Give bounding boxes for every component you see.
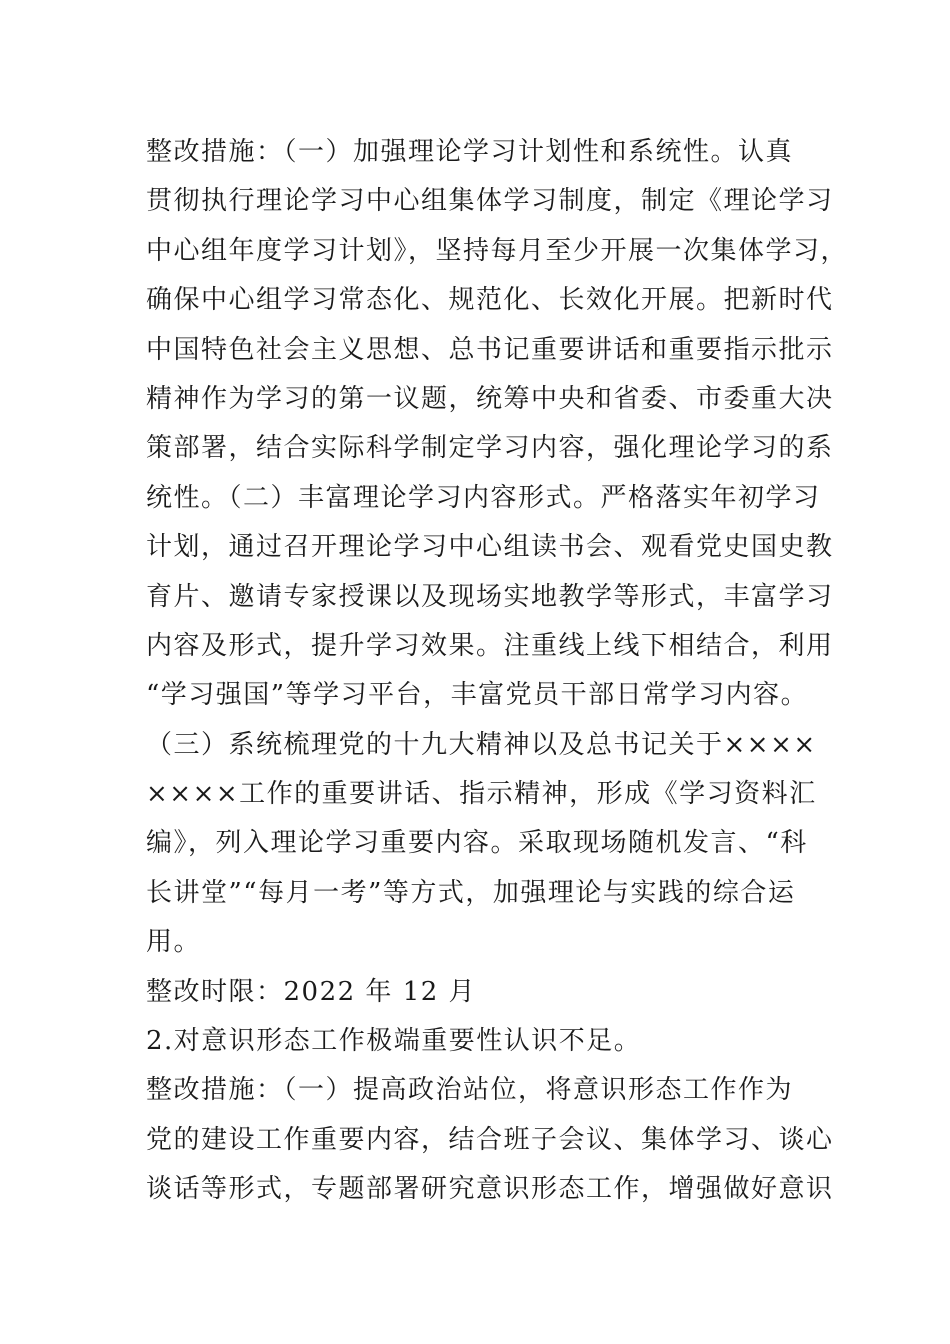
section-heading: 2.对意识形态工作极端重要性认识不足。 (146, 1026, 642, 1057)
text-line: 策部署，结合实际科学制定学习内容，强化理论学习的系 (146, 433, 834, 464)
text-line: 长讲堂”“每月一考”等方式，加强理论与实践的综合运 (146, 877, 796, 908)
text-line: 中国特色社会主义思想、总书记重要讲话和重要指示批示 (146, 334, 834, 365)
text-line: 内容及形式，提升学习效果。注重线上线下相结合，利用 (146, 630, 834, 661)
deadline-line: 整改时限：2022 年 12 月 (146, 976, 477, 1007)
text-line: 育片、邀请专家授课以及现场实地教学等形式，丰富学习 (146, 581, 834, 612)
text-line: （三）系统梳理党的十九大精神以及总书记关于×××× (146, 729, 817, 760)
text-line: 中心组年度学习计划》，坚持每月至少开展一次集体学习， (146, 235, 849, 266)
text-line: 精神作为学习的第一议题，统筹中央和省委、市委重大决 (146, 383, 834, 414)
text-line: 贯彻执行理论学习中心组集体学习制度，制定《理论学习 (146, 186, 834, 217)
text-line: 用。 (146, 927, 202, 958)
document-body (146, 128, 849, 1215)
text-line: 整改措施：（一）加强理论学习计划性和系统性。认真 (146, 137, 794, 167)
text-line: 计划，通过召开理论学习中心组读书会、观看党史国史教 (146, 532, 834, 563)
text-line: 确保中心组学习常态化、规范化、长效化开展。把新时代 (146, 285, 834, 316)
text-line: 编》，列入理论学习重要内容。采取现场随机发言、“科 (146, 828, 808, 859)
text-line: ××××工作的重要讲话、指示精神，形成《学习资料汇 (146, 779, 817, 810)
text-line: 统性。（二）丰富理论学习内容形式。严格落实年初学习 (146, 482, 821, 513)
text-line: “学习强国”等学习平台，丰富党员干部日常学习内容。 (146, 680, 809, 711)
text-line: 整改措施：（一）提高政治站位，将意识形态工作作为 (146, 1075, 794, 1106)
text-line: 党的建设工作重要内容，结合班子会议、集体学习、谈心 (146, 1124, 834, 1155)
text-line: 谈话等形式，专题部署研究意识形态工作，增强做好意识 (146, 1174, 834, 1205)
